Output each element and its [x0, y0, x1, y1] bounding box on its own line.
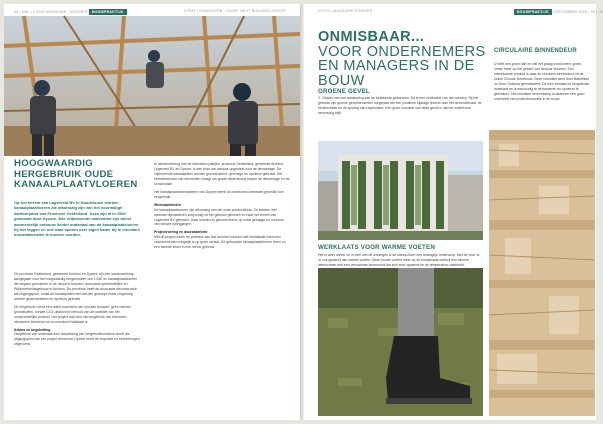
runhead-text: 98 | DBL | DITUS MAGAZINE · DOSSIER [14, 10, 88, 14]
body-column-1 [14, 272, 142, 350]
paragraph: Het is weer winter en in veel van de woningen is de werkschoen een belangrijk onderwerp. Met de vloer is er ook gedacht aan warme voeten. Geen koude voeten meer op de bouwplaats dankzij een slimme werkschoen met een verwarmde binnenzool die zich snel opwarmt en de temperatuur vasthoudt. [318, 253, 480, 267]
circulaire-binnendeur-title: CIRCULAIRE BINNENDEUR [494, 48, 577, 54]
circulaire-binnendeur-text [494, 62, 590, 105]
magazine-spread [4, 4, 603, 420]
paragraph: In samenwerking met de betrokken partijen, provincie Gelderland, gemeente Arnhem, Lagerveld BV en Dycore, is een plan van aanpak opgesteld voor de demontage. De vrijkomende kanaalplaten worden gecontroleerd, gereinigd en opnieuw gebruikt. Het herbestemmen van elementen vraagt om goede afstemming tussen de demontage en de bouwlocatie. [154, 162, 290, 186]
article-intro: Op het terrein van Lagerveld BV in Noordbroek worden kanaalplaatvloeren die afkomstig zijn van het voormalige kantoorpand van Provincie Gelderland. Deze zijn al in 1982 gebouwd door Dycore. Alle vrijkomende materialen zijn direct aanmerkelijk ombouw lichter materiaal van de kanaalplaatvloeren bij het leggen en ook naar sporen over eigen kader bij te circulaire bouwmaterialen te kunnen worden. [14, 200, 141, 238]
paragraph: De kanaalplaatvloeren zijn afkomstig van het oude provinciehuis. Ze worden met speciale hijsmiddelen zorgvuldig uit het gebouw gehesen en naar het terrein van Lagerveld BV gebracht. Daar worden zij gecontroleerd, op maat gezaagd en voorzien van nieuwe opleggingen. [154, 207, 284, 227]
groene-gevel-text [318, 96, 483, 119]
subheading: Advies en begeleiding [14, 327, 51, 332]
section-badge: BOUWPRAKTIJK [89, 9, 127, 15]
section-title [318, 30, 493, 88]
groene-gevel-title: GROENE GEVEL [318, 88, 370, 95]
body-column-2 [154, 162, 290, 253]
title-rest: VOOR ONDERNEMERS EN MANAGERS IN DE BOUW [318, 43, 486, 89]
paragraph: Hergebruik van materiaal door toepassing van hergebruikvoorkeur wordt als uitgangspunt van het project benoemd. Dycore heeft de inspectie en berekeningen uitgevoerd. [14, 332, 140, 347]
subheading: Projectvoering en duurzaamheid [154, 230, 208, 235]
running-header [14, 9, 127, 15]
running-header-right [514, 9, 603, 15]
paragraph: Dit hergebruik vormt een uniek voorbeeld van circulair bouwen: geen nieuwe grondstoffen, minder CO2-uitstoot en behoud van de kwaliteit van het oorspronkelijke product. Het project laat zien dat hergebruik van betonnen elementen technisch en economisch haalbaar is. [14, 304, 131, 324]
paragraph: Z. Citadel met een aansluiting aan de bestaande gebouwen. Dit is een onderdeel van het ontwerp. Bij het gebouw zijn groene gevelelementen toegepast die een positieve bijdrage leveren aan het binnenklimaat, de biodiversiteit en de opvang van regenwater. Een groot voordeel van deze gevel is dat het onderhoud eenvoudig blijft. [318, 96, 482, 115]
paragraph: De provincie Gelderland, gemeente Arnhem en Dycore zijn een samenwerking aangegaan voor het hoogwaardig hergebruiken van 1.050 m² kanaalplaatvloeren die begane grondvloer in de nieuw te bouwen, duurzame gemeentelijke en Rijksoverheidsgebouw in Arnhem. De provincie heeft de duurzame deconstructie als uitgangspunt, zodat de kanaalplaten niet worden gesloopt maar zorgvuldig worden gedemonteerd en opnieuw gebruikt. [14, 272, 138, 301]
title-bold: ONMISBAAR... [318, 29, 425, 45]
circular-door-wood-photo [489, 130, 595, 416]
paragraph: U hebt een groot hart en wilt het graag voorkomen: groen, onder meer op het gebied van circulair bouwen. Een interessante product is daar de circulaire binnendeur uit de Dutch Circular Deurbouw. Deze innovatie werd door Bathelkes en Deur Ontwerp gerealiseerd. De deur bestaat uit hergebruikt materiaal en is eenvoudig te demonteren en opnieuw te gebruiken. Het circulaire deurontwerp is daarmee een goed voorbeeld van productinnovatie in de bouw. [494, 62, 590, 101]
warme-voeten-title: WERKLAATS VOOR WARME VOETEN [318, 244, 436, 251]
running-header-right: DITUS | EINDHOVEN · DOOR: NEXT BUILDING GROUP [184, 9, 286, 13]
construction-workers-photo [4, 16, 300, 156]
right-page [304, 4, 603, 420]
subheading: Werkzaamheden [154, 202, 182, 207]
paragraph: Het kanaalplaatvloersysteem van Dycore bleek na onderzoek uitermate geschikt voor hergebruik. [154, 189, 284, 199]
work-boot-photo [318, 268, 483, 416]
section-badge: BOUWPRAKTIJK [514, 9, 552, 15]
running-header: DITUS | MAGAZINE DOSSIER [318, 9, 373, 13]
page-number: | DECEMBER 2023 | 99 | 40 [552, 10, 603, 14]
green-facade-building-photo [318, 141, 483, 240]
article-headline: HOOGWAARDIG HERGEBRUIK OUDE KANAALPLAATVLOEREN [14, 158, 138, 191]
left-page [4, 4, 300, 420]
paragraph: Met dit project tonen de partners aan dat circulair bouwen met bestaande betonnen vloerelementen mogelijk is op grote schaal. De gebouwde kanaalplaatvloeren leven zo een tweede leven in een nieuw gebouw. [154, 235, 286, 250]
